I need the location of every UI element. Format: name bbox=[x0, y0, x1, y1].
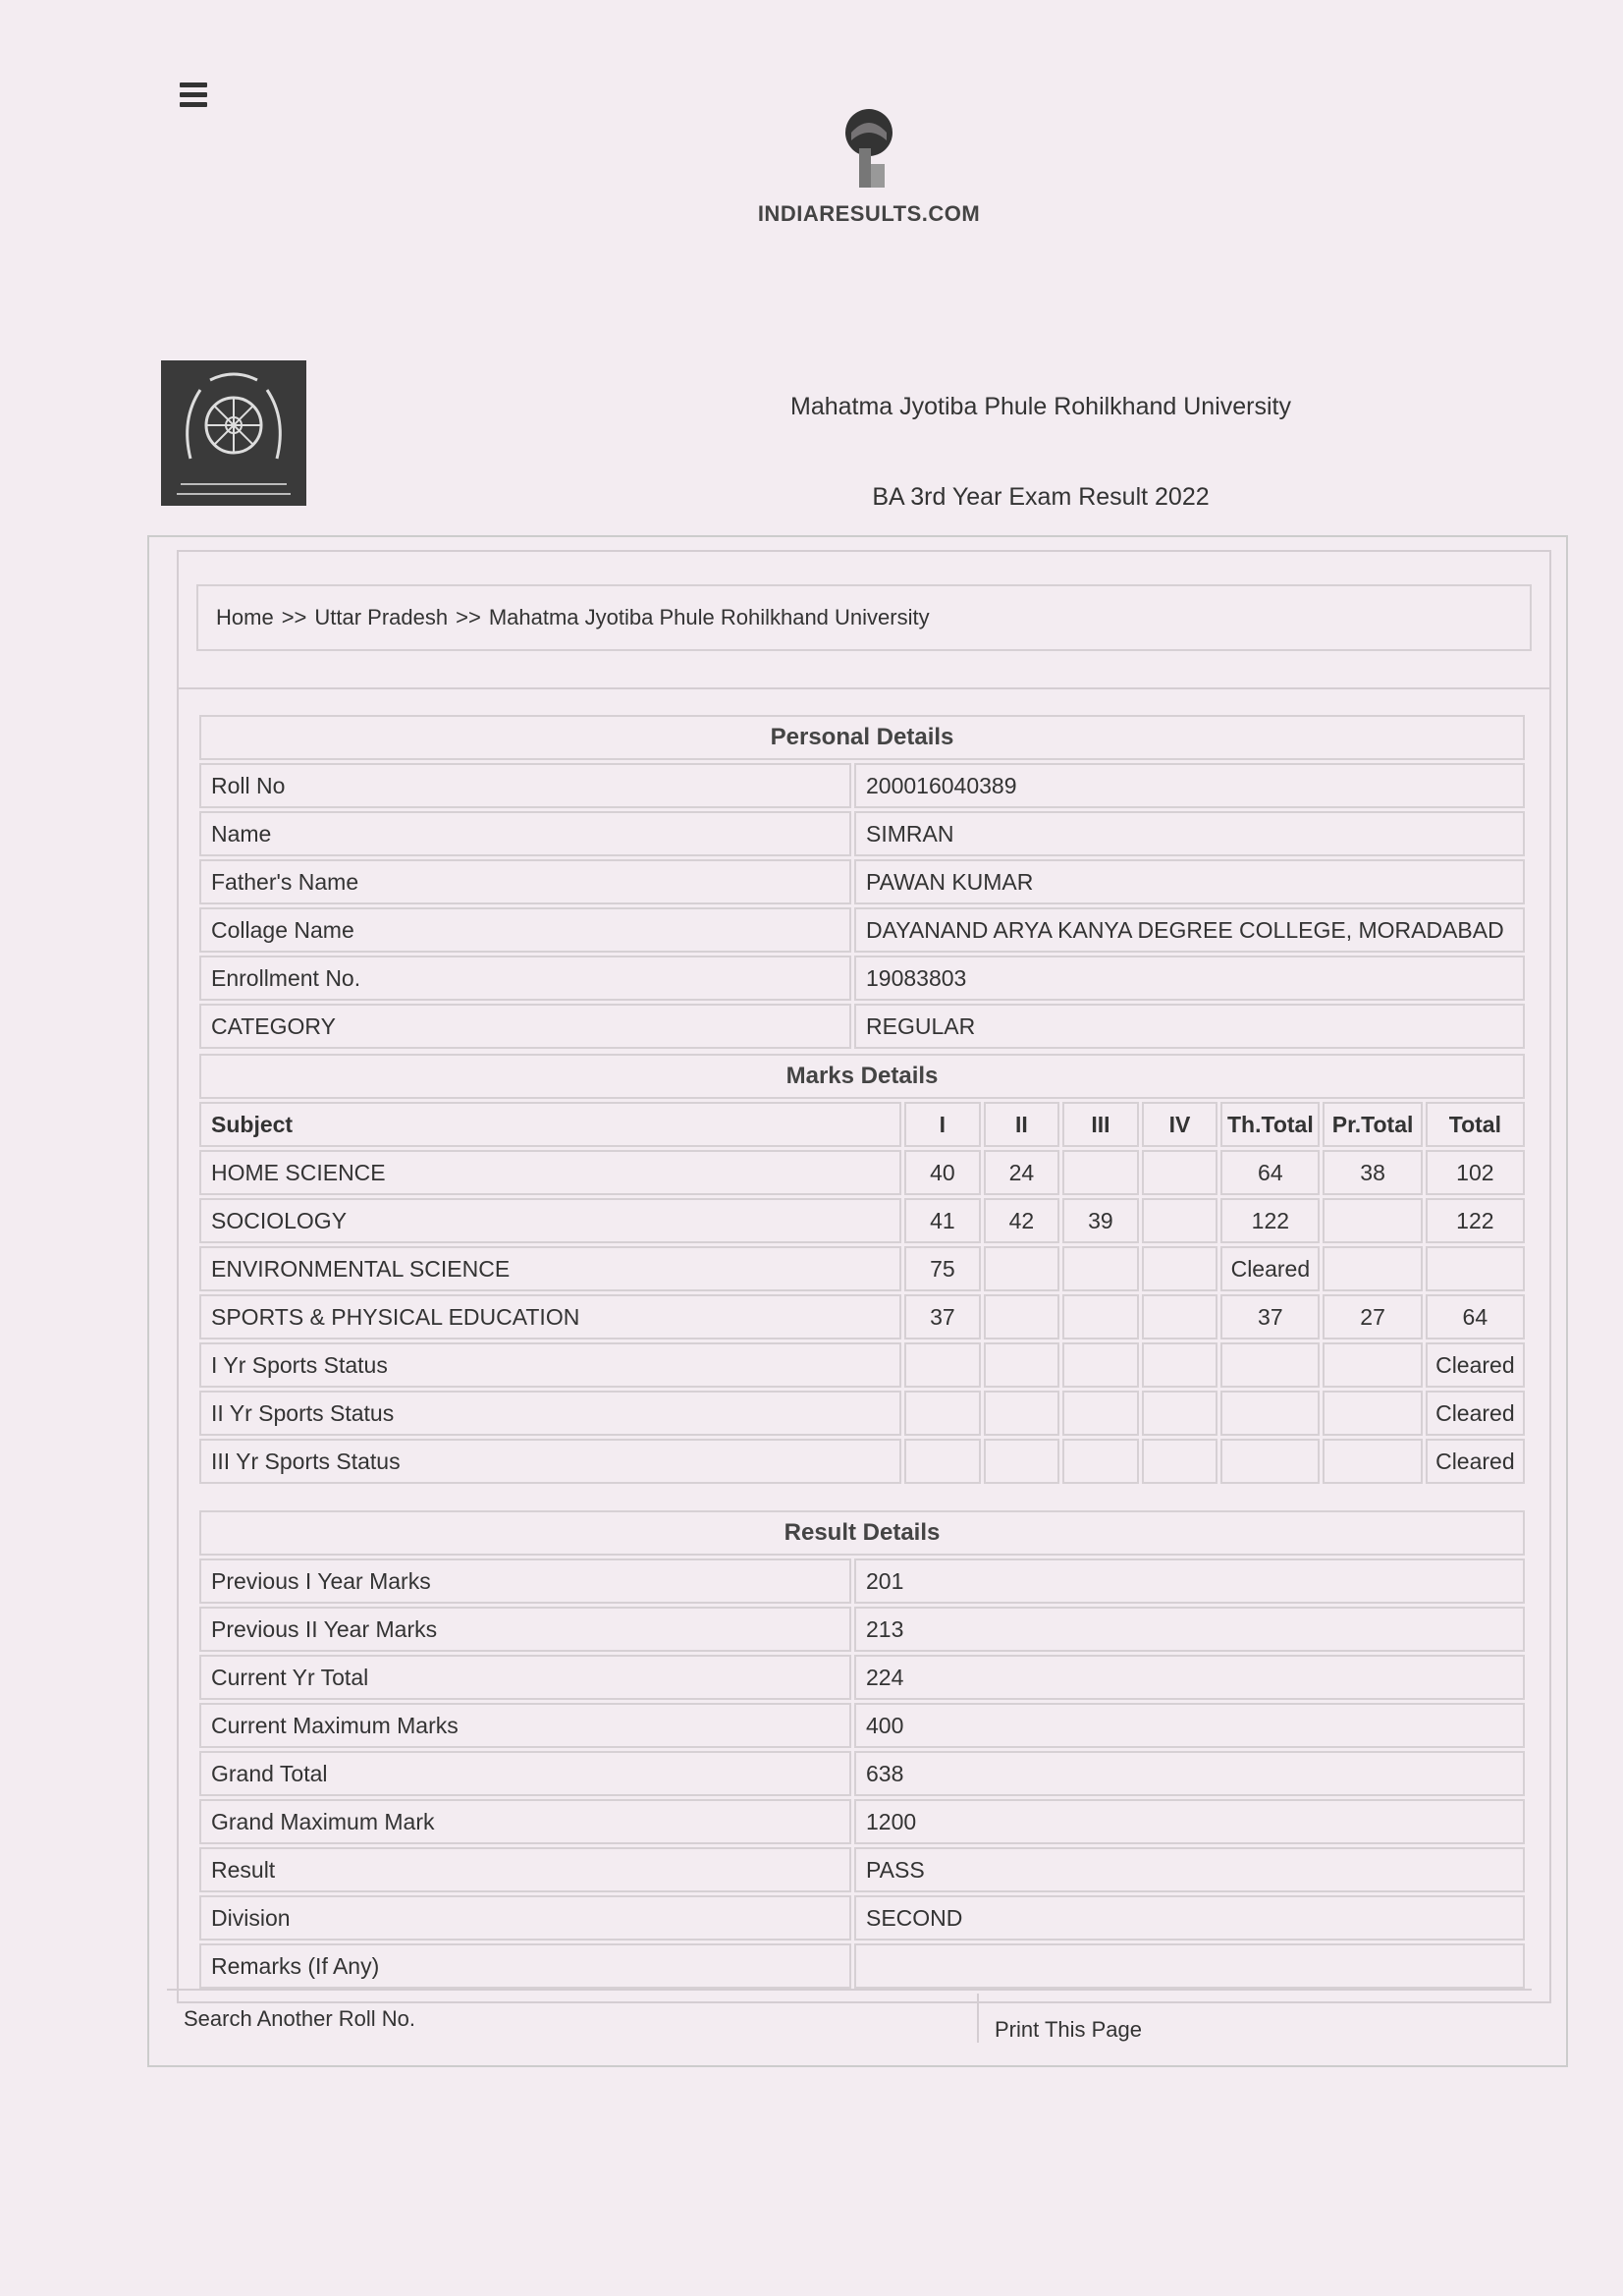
mark-cell: 24 bbox=[984, 1150, 1060, 1195]
marks-details-table bbox=[196, 1051, 1528, 1487]
mark-cell bbox=[1323, 1246, 1422, 1291]
divider bbox=[177, 687, 1551, 689]
row-value: 201 bbox=[854, 1558, 1525, 1604]
row-value: 1200 bbox=[854, 1799, 1525, 1844]
table-row bbox=[199, 763, 1525, 808]
table-row bbox=[199, 1342, 1525, 1388]
print-page-link[interactable]: Print This Page bbox=[995, 2017, 1143, 2042]
marks-header-row bbox=[199, 1102, 1525, 1147]
mark-cell bbox=[984, 1294, 1060, 1339]
column-header: III bbox=[1062, 1102, 1139, 1147]
breadcrumb-separator: >> bbox=[456, 605, 481, 629]
row-value: 224 bbox=[854, 1655, 1525, 1700]
row-label: Grand Total bbox=[199, 1751, 851, 1796]
mark-cell bbox=[1142, 1198, 1218, 1243]
mark-cell bbox=[904, 1391, 981, 1436]
hamburger-menu-icon[interactable] bbox=[180, 82, 207, 112]
university-name: Mahatma Jyotiba Phule Rohilkhand University bbox=[790, 393, 1291, 420]
mark-cell bbox=[1142, 1294, 1218, 1339]
column-header: Pr.Total bbox=[1323, 1102, 1422, 1147]
subject-name: SOCIOLOGY bbox=[199, 1198, 901, 1243]
divider bbox=[167, 1989, 1532, 1991]
row-label: Enrollment No. bbox=[199, 956, 851, 1001]
mark-cell bbox=[904, 1439, 981, 1484]
mark-cell: 122 bbox=[1220, 1198, 1320, 1243]
row-label: Remarks (If Any) bbox=[199, 1943, 851, 1989]
mark-cell bbox=[984, 1391, 1060, 1436]
mark-cell: 38 bbox=[1323, 1150, 1422, 1195]
table-row bbox=[199, 956, 1525, 1001]
sports-status-label: I Yr Sports Status bbox=[199, 1342, 901, 1388]
table-row bbox=[199, 859, 1525, 904]
college-name-value: DAYANAND ARYA KANYA DEGREE COLLEGE, MORADABAD bbox=[854, 907, 1525, 953]
table-row bbox=[199, 1895, 1525, 1941]
result-details-table bbox=[196, 1507, 1528, 1992]
mark-cell bbox=[1062, 1391, 1139, 1436]
mark-cell bbox=[1220, 1342, 1320, 1388]
mark-cell bbox=[1142, 1439, 1218, 1484]
row-value: 213 bbox=[854, 1607, 1525, 1652]
exam-title: BA 3rd Year Exam Result 2022 bbox=[872, 483, 1210, 511]
table-row bbox=[199, 1943, 1525, 1989]
mark-cell: 42 bbox=[984, 1198, 1060, 1243]
table-row bbox=[199, 1198, 1525, 1243]
table-row bbox=[199, 1391, 1525, 1436]
brand-logo[interactable] bbox=[756, 103, 982, 227]
mark-cell bbox=[1062, 1342, 1139, 1388]
table-row bbox=[199, 1703, 1525, 1748]
subject-name: HOME SCIENCE bbox=[199, 1150, 901, 1195]
subject-name: ENVIRONMENTAL SCIENCE bbox=[199, 1246, 901, 1291]
mark-cell bbox=[984, 1342, 1060, 1388]
mark-cell bbox=[1142, 1150, 1218, 1195]
result-value: PASS bbox=[854, 1847, 1525, 1892]
breadcrumb bbox=[196, 584, 1532, 651]
mark-cell bbox=[1323, 1439, 1422, 1484]
roll-no-value: 200016040389 bbox=[854, 763, 1525, 808]
row-label: Collage Name bbox=[199, 907, 851, 953]
row-value: 638 bbox=[854, 1751, 1525, 1796]
status-cell: Cleared bbox=[1426, 1391, 1525, 1436]
row-label: Grand Maximum Mark bbox=[199, 1799, 851, 1844]
row-label: Current Maximum Marks bbox=[199, 1703, 851, 1748]
sports-status-label: II Yr Sports Status bbox=[199, 1391, 901, 1436]
mark-cell: 40 bbox=[904, 1150, 981, 1195]
university-seal-icon bbox=[161, 360, 306, 506]
breadcrumb-state[interactable]: Uttar Pradesh bbox=[314, 605, 449, 629]
mark-cell bbox=[1062, 1439, 1139, 1484]
table-row bbox=[199, 1150, 1525, 1195]
mark-cell bbox=[984, 1439, 1060, 1484]
breadcrumb-home[interactable]: Home bbox=[216, 605, 274, 629]
marks-details-heading: Marks Details bbox=[199, 1054, 1525, 1099]
mark-cell bbox=[1142, 1246, 1218, 1291]
breadcrumb-separator: >> bbox=[281, 605, 307, 629]
mark-cell: 39 bbox=[1062, 1198, 1139, 1243]
mark-cell bbox=[1062, 1246, 1139, 1291]
mark-cell: 37 bbox=[904, 1294, 981, 1339]
mark-cell bbox=[1323, 1342, 1422, 1388]
column-header: Th.Total bbox=[1220, 1102, 1320, 1147]
row-label: Previous II Year Marks bbox=[199, 1607, 851, 1652]
row-label: Result bbox=[199, 1847, 851, 1892]
column-header: Subject bbox=[199, 1102, 901, 1147]
mark-cell: 122 bbox=[1426, 1198, 1525, 1243]
row-label: CATEGORY bbox=[199, 1004, 851, 1049]
search-another-roll-link[interactable]: Search Another Roll No. bbox=[184, 2006, 416, 2031]
table-row bbox=[199, 1799, 1525, 1844]
table-row bbox=[199, 1294, 1525, 1339]
name-value: SIMRAN bbox=[854, 811, 1525, 856]
column-header: I bbox=[904, 1102, 981, 1147]
mark-cell: 41 bbox=[904, 1198, 981, 1243]
mark-cell: 37 bbox=[1220, 1294, 1320, 1339]
result-details-heading: Result Details bbox=[199, 1510, 1525, 1556]
mark-cell: 102 bbox=[1426, 1150, 1525, 1195]
subject-name: SPORTS & PHYSICAL EDUCATION bbox=[199, 1294, 901, 1339]
status-cell: Cleared bbox=[1426, 1342, 1525, 1388]
column-header: Total bbox=[1426, 1102, 1525, 1147]
sports-status-label: III Yr Sports Status bbox=[199, 1439, 901, 1484]
mark-cell bbox=[1323, 1391, 1422, 1436]
mark-cell bbox=[1220, 1391, 1320, 1436]
mark-cell bbox=[1220, 1439, 1320, 1484]
mark-cell bbox=[904, 1342, 981, 1388]
table-row bbox=[199, 1246, 1525, 1291]
table-row bbox=[199, 1004, 1525, 1049]
table-row bbox=[199, 1847, 1525, 1892]
personal-details-heading: Personal Details bbox=[199, 715, 1525, 760]
row-label: Current Yr Total bbox=[199, 1655, 851, 1700]
mark-cell bbox=[1142, 1391, 1218, 1436]
row-value: 400 bbox=[854, 1703, 1525, 1748]
category-value: REGULAR bbox=[854, 1004, 1525, 1049]
mark-cell: 64 bbox=[1220, 1150, 1320, 1195]
mark-cell: 75 bbox=[904, 1246, 981, 1291]
divider bbox=[977, 1994, 979, 2043]
column-header: IV bbox=[1142, 1102, 1218, 1147]
table-row bbox=[199, 1751, 1525, 1796]
remarks-value bbox=[854, 1943, 1525, 1989]
personal-details-table bbox=[196, 712, 1528, 1052]
enrollment-value: 19083803 bbox=[854, 956, 1525, 1001]
mark-cell bbox=[1062, 1294, 1139, 1339]
table-row bbox=[199, 1607, 1525, 1652]
row-label: Name bbox=[199, 811, 851, 856]
mark-cell: 27 bbox=[1323, 1294, 1422, 1339]
table-row bbox=[199, 907, 1525, 953]
row-label: Division bbox=[199, 1895, 851, 1941]
father-name-value: PAWAN KUMAR bbox=[854, 859, 1525, 904]
breadcrumb-university[interactable]: Mahatma Jyotiba Phule Rohilkhand University bbox=[488, 605, 930, 629]
row-label: Roll No bbox=[199, 763, 851, 808]
row-label: Previous I Year Marks bbox=[199, 1558, 851, 1604]
mark-cell: Cleared bbox=[1220, 1246, 1320, 1291]
status-cell: Cleared bbox=[1426, 1439, 1525, 1484]
mark-cell: 64 bbox=[1426, 1294, 1525, 1339]
indiaresults-logo-icon bbox=[830, 103, 908, 196]
table-row bbox=[199, 1439, 1525, 1484]
mark-cell bbox=[984, 1246, 1060, 1291]
division-value: SECOND bbox=[854, 1895, 1525, 1941]
mark-cell bbox=[1062, 1150, 1139, 1195]
mark-cell bbox=[1323, 1198, 1422, 1243]
brand-name: INDIARESULTS.COM bbox=[757, 201, 981, 226]
table-row bbox=[199, 811, 1525, 856]
mark-cell bbox=[1426, 1246, 1525, 1291]
row-label: Father's Name bbox=[199, 859, 851, 904]
table-row bbox=[199, 1655, 1525, 1700]
mark-cell bbox=[1142, 1342, 1218, 1388]
column-header: II bbox=[984, 1102, 1060, 1147]
table-row bbox=[199, 1558, 1525, 1604]
